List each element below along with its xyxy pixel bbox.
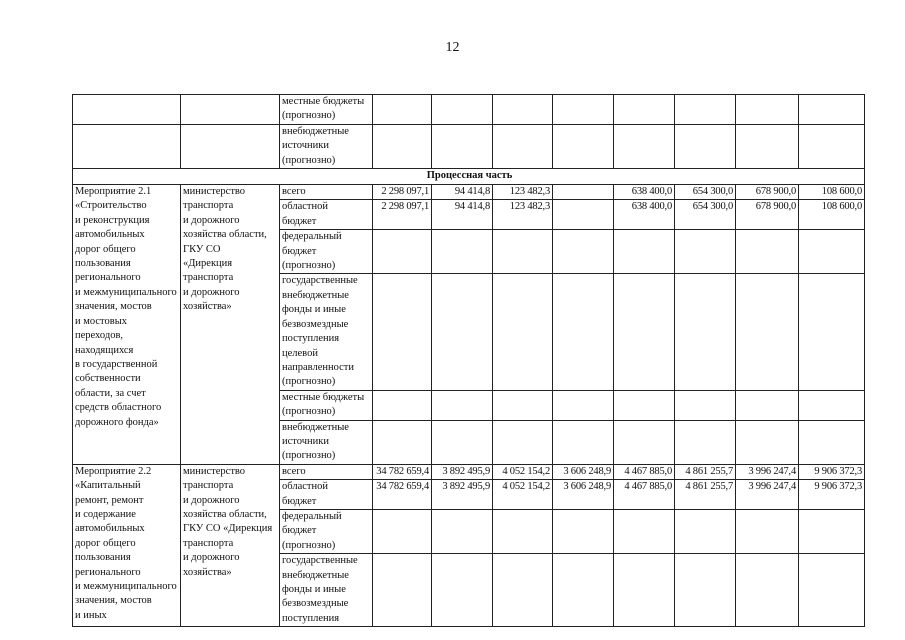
value-cell: 3 996 247,4 bbox=[736, 464, 799, 479]
value-cell bbox=[799, 95, 865, 125]
value-cell: 678 900,0 bbox=[736, 185, 799, 200]
value-cell bbox=[373, 509, 432, 553]
cell-line: целевой bbox=[282, 347, 318, 359]
executor-cell bbox=[181, 124, 280, 168]
measure-cell bbox=[73, 124, 181, 168]
cell-line: государственные bbox=[282, 275, 358, 287]
value-cell bbox=[614, 554, 675, 627]
value-cell bbox=[675, 230, 736, 274]
cell-line: регионального bbox=[75, 272, 141, 284]
cell-line: находящихся bbox=[75, 344, 134, 356]
value-cell bbox=[553, 230, 614, 274]
executor-name bbox=[181, 464, 280, 626]
cell-line: (прогнозно) bbox=[282, 260, 336, 272]
cell-line: ремонт, ремонт bbox=[75, 494, 144, 506]
value-cell: 34 782 659,4 bbox=[373, 464, 432, 479]
source-cell bbox=[280, 554, 373, 627]
cell-line: (прогнозно) bbox=[282, 154, 336, 166]
value-cell bbox=[432, 95, 493, 125]
value-cell bbox=[553, 124, 614, 168]
value-cell bbox=[799, 390, 865, 420]
cell-line: фонды и иные bbox=[282, 304, 346, 316]
cell-line: областной bbox=[282, 201, 328, 213]
value-cell bbox=[553, 274, 614, 390]
cell-line: «Дирекция bbox=[183, 258, 233, 270]
table-row bbox=[73, 95, 865, 125]
cell-line: дорог общего bbox=[75, 243, 136, 255]
value-cell: 638 400,0 bbox=[614, 200, 675, 230]
value-cell bbox=[614, 95, 675, 125]
value-cell bbox=[799, 274, 865, 390]
value-cell: 4 467 885,0 bbox=[614, 464, 675, 479]
value-cell bbox=[675, 95, 736, 125]
value-cell bbox=[736, 95, 799, 125]
cell-line: фонды и иные bbox=[282, 584, 346, 595]
cell-line: (прогнозно) bbox=[282, 376, 336, 388]
cell-line: и иных bbox=[75, 609, 107, 621]
cell-line: внебюджетные bbox=[282, 421, 349, 433]
cell-line: министерство bbox=[183, 186, 246, 198]
cell-line: (прогнозно) bbox=[282, 110, 336, 122]
value-cell: 638 400,0 bbox=[614, 185, 675, 200]
cell-line: министерство bbox=[183, 465, 246, 477]
value-cell bbox=[675, 509, 736, 553]
value-cell bbox=[493, 274, 553, 390]
cell-line: Мероприятие 2.2 bbox=[75, 465, 152, 477]
executor-name bbox=[181, 185, 280, 465]
cell-line: хозяйства области, bbox=[183, 508, 267, 520]
value-cell bbox=[675, 420, 736, 464]
value-cell bbox=[373, 390, 432, 420]
cell-line: поступления bbox=[282, 612, 340, 624]
cell-line: ГКУ СО «Дирекция bbox=[183, 523, 273, 535]
value-cell bbox=[432, 509, 493, 553]
value-cell: 94 414,8 bbox=[432, 200, 493, 230]
cell-line: бюджет bbox=[282, 245, 317, 257]
source-cell bbox=[280, 274, 373, 390]
executor-cell bbox=[181, 95, 280, 125]
value-cell: 654 300,0 bbox=[675, 185, 736, 200]
value-cell bbox=[675, 274, 736, 390]
cell-line: транспорта bbox=[183, 272, 234, 284]
value-cell bbox=[614, 390, 675, 420]
value-cell bbox=[373, 230, 432, 274]
value-cell bbox=[736, 124, 799, 168]
cell-line: хозяйства» bbox=[183, 301, 232, 313]
value-cell: 3 892 495,9 bbox=[432, 480, 493, 510]
cell-line: автомобильных bbox=[75, 523, 145, 535]
cell-line: всего bbox=[282, 186, 306, 198]
cell-line: (прогнозно) bbox=[282, 406, 336, 418]
cell-line: и реконструкция bbox=[75, 214, 150, 226]
value-cell bbox=[736, 420, 799, 464]
value-cell: 4 467 885,0 bbox=[614, 480, 675, 510]
value-cell: 9 906 372,3 bbox=[799, 480, 865, 510]
source-cell bbox=[280, 124, 373, 168]
value-cell bbox=[553, 95, 614, 125]
cell-line: бюджет bbox=[282, 495, 317, 507]
value-cell bbox=[553, 200, 614, 230]
value-cell bbox=[553, 420, 614, 464]
value-cell bbox=[799, 420, 865, 464]
cell-line: местные бюджеты bbox=[282, 391, 365, 403]
cell-line: бюджет bbox=[282, 525, 317, 537]
value-cell: 4 861 255,7 bbox=[675, 464, 736, 479]
value-cell bbox=[373, 420, 432, 464]
value-cell: 678 900,0 bbox=[736, 200, 799, 230]
cell-line: значения, мостов bbox=[75, 301, 152, 313]
value-cell bbox=[373, 554, 432, 627]
value-cell: 123 482,3 bbox=[493, 200, 553, 230]
source-cell bbox=[280, 480, 373, 510]
value-cell bbox=[493, 420, 553, 464]
value-cell: 34 782 659,4 bbox=[373, 480, 432, 510]
value-cell bbox=[799, 554, 865, 627]
value-cell bbox=[432, 230, 493, 274]
cell-line: и межмуниципального bbox=[75, 581, 177, 592]
cell-line: внебюджетные bbox=[282, 125, 349, 137]
cell-line: федеральный bbox=[282, 510, 342, 522]
value-cell bbox=[614, 274, 675, 390]
cell-line: источники bbox=[282, 140, 329, 152]
value-cell: 4 861 255,7 bbox=[675, 480, 736, 510]
cell-line: и мостовых bbox=[75, 315, 128, 327]
cell-line: в государственной bbox=[75, 358, 158, 370]
value-cell bbox=[493, 95, 553, 125]
cell-line: транспорта bbox=[183, 200, 234, 212]
value-cell: 9 906 372,3 bbox=[799, 464, 865, 479]
cell-line: направленности bbox=[282, 361, 355, 373]
value-cell bbox=[614, 509, 675, 553]
value-cell bbox=[432, 554, 493, 627]
cell-line: Мероприятие 2.1 bbox=[75, 186, 152, 198]
cell-line: пользования bbox=[75, 552, 131, 564]
value-cell bbox=[493, 230, 553, 274]
cell-line: транспорта bbox=[183, 537, 234, 549]
cell-line: пользования bbox=[75, 258, 131, 270]
cell-line: дорог общего bbox=[75, 537, 136, 549]
source-cell bbox=[280, 390, 373, 420]
value-cell bbox=[553, 390, 614, 420]
source-cell bbox=[280, 230, 373, 274]
cell-line: транспорта bbox=[183, 480, 234, 492]
table-row bbox=[73, 464, 865, 479]
value-cell bbox=[493, 390, 553, 420]
cell-line: области, за счет bbox=[75, 387, 146, 399]
value-cell bbox=[432, 420, 493, 464]
cell-line: государственные bbox=[282, 555, 358, 567]
value-cell: 2 298 097,1 bbox=[373, 200, 432, 230]
value-cell bbox=[614, 230, 675, 274]
cell-line: и содержание bbox=[75, 508, 136, 520]
value-cell: 3 996 247,4 bbox=[736, 480, 799, 510]
value-cell bbox=[373, 274, 432, 390]
table-row bbox=[73, 185, 865, 200]
value-cell bbox=[675, 390, 736, 420]
value-cell bbox=[675, 124, 736, 168]
cell-line: дорожного фонда» bbox=[75, 416, 159, 428]
source-cell bbox=[280, 95, 373, 125]
value-cell bbox=[736, 390, 799, 420]
value-cell: 94 414,8 bbox=[432, 185, 493, 200]
cell-line: переходов, bbox=[75, 330, 124, 342]
cell-line: и дорожного bbox=[183, 494, 240, 506]
cell-line: и дорожного bbox=[183, 214, 240, 226]
value-cell: 108 600,0 bbox=[799, 200, 865, 230]
cell-line: поступления bbox=[282, 333, 340, 345]
cell-line: федеральный bbox=[282, 231, 342, 243]
value-cell bbox=[675, 554, 736, 627]
measure-name bbox=[73, 185, 181, 465]
section-row bbox=[73, 169, 865, 185]
source-cell bbox=[280, 509, 373, 553]
cell-line: и дорожного bbox=[183, 552, 240, 564]
cell-line: средств областного bbox=[75, 402, 162, 414]
cell-line: безвозмездные bbox=[282, 598, 349, 610]
value-cell bbox=[614, 124, 675, 168]
cell-line: (прогнозно) bbox=[282, 450, 336, 462]
cell-line: внебюджетные bbox=[282, 569, 349, 581]
section-title: Процессная часть bbox=[73, 169, 865, 185]
cell-line: автомобильных bbox=[75, 229, 145, 241]
value-cell bbox=[736, 230, 799, 274]
value-cell bbox=[736, 509, 799, 553]
value-cell bbox=[614, 420, 675, 464]
value-cell bbox=[493, 124, 553, 168]
value-cell bbox=[432, 124, 493, 168]
value-cell bbox=[553, 554, 614, 627]
cell-line: безвозмездные bbox=[282, 318, 349, 330]
measure-cell bbox=[73, 95, 181, 125]
value-cell bbox=[799, 230, 865, 274]
source-cell bbox=[280, 185, 373, 200]
cell-line: местные бюджеты bbox=[282, 96, 365, 107]
value-cell bbox=[736, 274, 799, 390]
cell-line: «Строительство bbox=[75, 200, 147, 212]
value-cell bbox=[432, 274, 493, 390]
cell-line: «Капитальный bbox=[75, 480, 141, 492]
value-cell bbox=[373, 95, 432, 125]
cell-line: регионального bbox=[75, 566, 141, 578]
value-cell bbox=[432, 390, 493, 420]
value-cell bbox=[799, 124, 865, 168]
value-cell: 654 300,0 bbox=[675, 200, 736, 230]
page-number: 12 bbox=[445, 40, 460, 55]
cell-line: ГКУ СО bbox=[183, 243, 221, 255]
table-body bbox=[73, 95, 865, 627]
value-cell: 2 298 097,1 bbox=[373, 185, 432, 200]
value-cell: 108 600,0 bbox=[799, 185, 865, 200]
cell-line: и межмуниципального bbox=[75, 286, 177, 298]
table-row bbox=[73, 124, 865, 168]
cell-line: источники bbox=[282, 435, 329, 447]
value-cell bbox=[493, 509, 553, 553]
value-cell bbox=[373, 124, 432, 168]
cell-line: областной bbox=[282, 481, 328, 493]
value-cell: 4 052 154,2 bbox=[493, 480, 553, 510]
source-cell bbox=[280, 420, 373, 464]
cell-line: собственности bbox=[75, 373, 141, 385]
value-cell bbox=[553, 185, 614, 200]
value-cell: 123 482,3 bbox=[493, 185, 553, 200]
cell-line: внебюджетные bbox=[282, 289, 349, 301]
measure-name bbox=[73, 464, 181, 626]
source-cell bbox=[280, 464, 373, 479]
value-cell bbox=[493, 554, 553, 627]
cell-line: и дорожного bbox=[183, 286, 240, 298]
cell-line: хозяйства» bbox=[183, 566, 232, 578]
value-cell: 3 606 248,9 bbox=[553, 480, 614, 510]
budget-table bbox=[72, 94, 865, 627]
cell-line: бюджет bbox=[282, 215, 317, 227]
value-cell: 4 052 154,2 bbox=[493, 464, 553, 479]
value-cell bbox=[736, 554, 799, 627]
cell-line: всего bbox=[282, 465, 306, 477]
cell-line: (прогнозно) bbox=[282, 539, 336, 551]
cell-line: хозяйства области, bbox=[183, 229, 267, 241]
value-cell bbox=[553, 509, 614, 553]
value-cell: 3 606 248,9 bbox=[553, 464, 614, 479]
value-cell: 3 892 495,9 bbox=[432, 464, 493, 479]
source-cell bbox=[280, 200, 373, 230]
value-cell bbox=[799, 509, 865, 553]
cell-line: значения, мостов bbox=[75, 595, 152, 607]
